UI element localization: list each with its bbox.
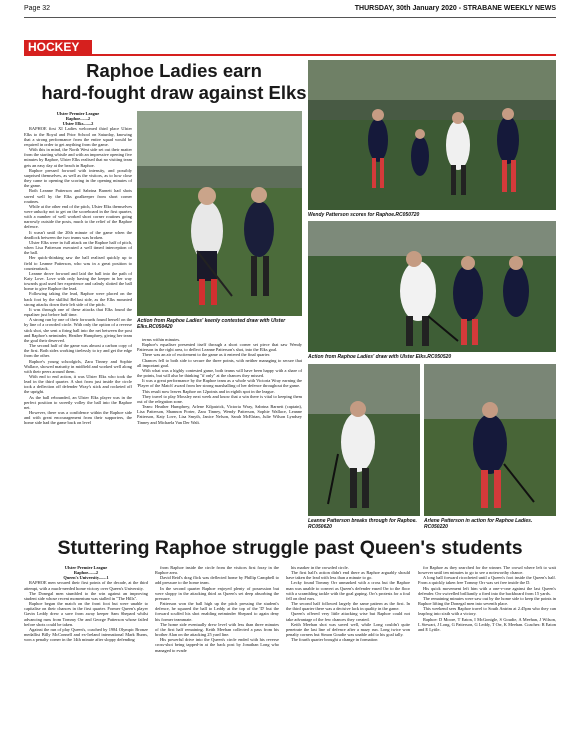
paragraph: Raphoe began the match on the front foot but were unable to capitalise on their chances in the first quarter. Former Queen's player Gavin Leddy drew a save from away keeper Sam Shepard whilst advancing runs from Tommy Orr and George Patterson whose failed before shots could be taken. <box>24 601 148 627</box>
story2-score-home: Raphoe.......2 <box>73 570 99 576</box>
paragraph: It wasn't until the 20th minute of the game when the deadlock between the two teams was broken. <box>24 229 132 240</box>
paragraph: The second half of the game was almost a carbon copy of the first. Both sides working tirelessly to try and get the edge from the other. <box>24 343 132 359</box>
paragraph: for Raphoe as they searched for the winner. The crowd where left to wait however until ten minutes to go to see a noteworthy chance. <box>418 565 556 576</box>
story1-column-2 <box>137 337 302 532</box>
section-rule <box>24 54 556 56</box>
paragraph: Chances fell to both side to secure the three points, with neither managing to secure that all important goal. <box>137 357 302 368</box>
paragraph: It was through one of these attacks that Elks found the equaliser just before half time. <box>24 306 132 318</box>
paragraph: Keith Meehan shot was saved well, while Long couldn't quite penetrate the last line of defence after a mazy run. Long twice won penalty corners but Simon Goudie was unable add to his goal tally. <box>286 621 410 638</box>
story2-column-1-body <box>24 580 148 642</box>
story1-headline <box>24 60 324 104</box>
caption-wendy-patterson: Wendy Patterson scores for Raphoe.RC050720 <box>308 212 420 218</box>
story2-column-4-body <box>418 565 556 632</box>
story2-column-3-body <box>286 565 410 642</box>
story2-column-2 <box>155 565 279 731</box>
paragraph: RAPHOE first XI Ladies welcomed third place Ulster Elks to the Royal and Prior School on Saturday, knowing that a strong performance from the entire squad would be required in order to get anything from the game. <box>24 126 132 147</box>
photo-action-2 <box>308 221 556 352</box>
paragraph: Following taking the lead, Raphoe were placed on the back foot by the skillful Belfast side, as the Elks mounted strong attacks down their left side of the pitch. <box>24 291 132 307</box>
paragraph: RAPHOE men secured their first points of the decade, at the third attempt, with a much-needed home victory over Queen's University. <box>24 580 148 591</box>
photo-wendy-patterson <box>308 60 556 210</box>
paragraph: from Raphoe inside the circle from the visitors first foray in the Raphoe area. <box>155 565 279 576</box>
story1-column-1-body <box>24 126 132 425</box>
story1-headline-line1: Raphoe Ladies earn <box>86 60 262 81</box>
paragraph: This result now leaves Raphoe on 12points and in eighth spot in the league. <box>142 388 275 394</box>
page-number: Page 32 <box>24 5 51 12</box>
paragraph: With what was a highly contested game, both teams will have been happy with a share of the points, but will also be thinking "if only" at the chances they missed. <box>137 367 302 379</box>
paragraph: This weekend sees Raphoe travel to South Antrim at 2.45pm who they can leapfrog into sixth with a victory. <box>418 606 556 617</box>
story2-column-2-body <box>155 565 279 653</box>
paragraph: Lecky found Tommy Orr unmarked with a cross but the Raphoe man was unable to convert as Queen's defender eased Orr to the floor with a scrambling tackle with the goal gaping. Orr's protests for a foul fell on deaf ears. <box>286 580 410 601</box>
story1-headline-line2: hard-fought draw against Elks <box>41 82 307 103</box>
paragraph: terms within minutes. <box>142 337 181 342</box>
paragraph: In the second quarter Raphoe enjoyed plenty of possession but were sloppy in the attacking third as Queen's set deep absorbing the pressure. <box>155 585 279 601</box>
paragraph: Her quick-thinking saw the ball realised quickly up to field to Leanne Patterson, who was in a great position to counterattack. <box>24 255 132 271</box>
paragraph: It was a great performance by the Raphoe team as a whole with Victoria Wray earning the 'Player of the Match' award from her strong marshalling of her defence throughout the game. <box>137 378 302 389</box>
paragraph: The Donegal men stumbled to the win against an improving student side whose recent momentum was stalled in "The Hills". <box>24 590 148 601</box>
paragraph: Leanne drove forward and laid the ball into the path of Katy Love. Love with only having the keeper in her way towards goal used her experience and calmly slotted the ball home to give Raphoe the lead. <box>24 270 132 292</box>
paragraph: With this in mind, the North West side set out their matter from the starting whistle and with an impressive opening five minutes by Raphoe, Ulster Elks realised that no visiting team gets an easy day at the beach in Raphoe. <box>24 147 132 168</box>
paragraph: The first half's action didn't end there as Raphoe arguably should have taken the lead with less than a minute to go. <box>286 570 410 581</box>
paragraph: his marker in the crowded circle. <box>291 565 349 570</box>
paragraph: While at the other end of the pitch, Ulster Elks themselves were unlucky not to get on the scoreboard in the first quarter, with a number of well worked short corner routines going narrowly outside the posts, much to the relief of the Raphoe defence. <box>24 203 132 230</box>
paragraph: As the ball rebounded, an Ulster Elks player was in the perfect position to sweetly volley the ball into the Raphoe net. <box>24 394 132 410</box>
paragraph: Team: Heather Humphrey, Arlene Kilpatrick, Victoria Wray, Sabrina Barnett (captain), Lisa Patterson, Shannon Porter, Zara Tinney, Wendy Patterson, Sophie Wallace, Leanne Patterson, Katy Love, Lisa Smyth, Janice Nelson, Sarah McElrian, Julie Wilson Lyndsey Tinney and Michaela Van Der Walt. <box>137 404 302 425</box>
story1-column-1 <box>24 111 132 532</box>
page-header <box>24 3 556 18</box>
paragraph: However, there was a confidence within the Raphoe side and with great encouragement from their supporters, the home side had the game back on level <box>24 410 132 426</box>
paragraph: The remaining minutes were saw out by the home side to keep the points in Raphoe lifting the Donegal men into seventh place. <box>418 595 556 607</box>
photo-action-1 <box>137 111 302 316</box>
paragraph: A long ball forward ricocheted until a Queen's foot inside the Queen's half. From a quickly taken free Tommy Orr was set free inside the D. <box>418 575 556 586</box>
photo-leanne-patterson <box>308 364 420 516</box>
story2-column-1 <box>24 565 148 731</box>
paragraph: Raphoe pressed forward with intensity, and possibly surprised themselves, as well as the visitors, as to how close they came to opening the scoring in the opening minutes of the game. <box>24 167 132 189</box>
paragraph: The home side eventually drew level with less than three minutes of the first half remaining. Keith Meehan collected a pass from his brother Alan on the attacking 25 yard line. <box>155 621 279 638</box>
story2-headline: Stuttering Raphoe struggle past Queen's students <box>57 537 523 559</box>
caption-action-2: Action from Raphoe Ladies' draw with Ulster Elks.RC050520 <box>308 354 452 360</box>
paragraph: Against the run of play Queen's, coached by 1984 Olympic Bronze medallist Billy McConnell and ex-Ireland international Mark Burns, won a penalty corner in the 14th minute after sloppy defending <box>24 626 148 643</box>
story2-league: Ulster Premier League <box>64 565 108 570</box>
paragraph: His powerful drive into the Queen's circle ended with his reverse cross-shot being tapped-in at the back post by Jonathan Long who managed to evade <box>155 637 279 653</box>
paragraph: Raphoe's young schoolgirls, Zara Tinney and Sophie Wallace, showed maturity in midfield and worked well along with their peers around them. <box>24 358 132 374</box>
paragraph: Raphoe: D Moore, T Eaton, I McGonigle, S Goudie, A Meehan, J Wilson, L Stewart, J Long, G Patterson, G Leddy, T Orr, K Meehan. Coaches: R Eaton and E Lyttle. <box>418 616 556 632</box>
paragraph: Queen's offered very little attacking wise but Raphoe could not take advantage of the few chances they created. <box>286 611 410 622</box>
paragraph: His quick movement left him with a one-v-one against the last Queen's defender. Orr swivelled brilliantly a fired into the backboard from 15 yards. <box>418 585 556 596</box>
paragraph: Both Leanne Patterson and Sabrina Barnett had shots saved well by the Elks goalkeeper from short corner routines. <box>24 188 132 204</box>
paragraph: Raphoe's equaliser presented itself through a short corner set piece that saw Wendy Patterson in the right area, to deflect Leanne Patterson's shot, into the Elks goal. <box>137 342 302 353</box>
story2-column-4 <box>418 565 556 731</box>
paragraph: They travel to play Mossley next week and know that a win there is vital to keeping them out of the relegation zone. <box>137 393 302 404</box>
story2-score-away: Queen's University.......1 <box>63 575 109 581</box>
caption-action-1: Action from Raphoe Ladies' keenly contested draw with Ulster Elks.RC050420 <box>137 318 286 330</box>
paragraph: The fourth quarter brought a change in formation <box>291 637 378 643</box>
dateline: THURSDAY, 30th January 2020 - STRABANE WEEKLY NEWS <box>354 5 556 12</box>
caption-arlene-patterson: Arlene Patterson in action for Raphoe Ladies. RC050220 <box>424 518 533 530</box>
photo-arlene-patterson <box>424 364 556 516</box>
paragraph: David Reid's drag flick was deflected home by Phillip Campbell to add pressure to the home team. <box>155 575 279 586</box>
story2-column-3 <box>286 565 410 731</box>
paragraph: Ulster Elks were in full attack on the Raphoe half of pitch, when Lisa Patterson executed a well timed interception of the ball. <box>24 239 132 256</box>
paragraph: There was an air of excitement to the game as it entered the final quarter. <box>142 352 271 358</box>
paragraph: The second half followed largely the same pattern as the first. In the third quarter there was a decisive lack in quality in the game. <box>286 601 410 612</box>
paragraph: Patterson won the ball high up the pitch pressing the student's defence, he squared the ball to Leddy at the top of the 'D' but the forward scuffed his shot enabling netminder Shepard to again deny his former teammate. <box>155 601 279 622</box>
paragraph: A strong run by one of their forwards found herself on the by line of a crowded circle. With only the option of a reverse stick shot, she sent a firing ball into the net between the post and Raphoe's netminder, Heather Humphrey, giving her team the goal their deserved. <box>24 317 132 343</box>
story1-score-away: Ulster Elks.......2 <box>62 121 94 127</box>
story1-league: Ulster Premier League <box>56 111 100 116</box>
story1-score-home: Raphoe.......2 <box>65 116 91 122</box>
caption-leanne-patterson: Leanne Patterson breaks through for Raphoe. RC050620 <box>308 518 417 530</box>
paragraph: With end to end action, it was Ulster Elks who took the lead in the third quarter. A shot from just inside the circle took a deflection off defender Wray's stick and rocketed off the upright. <box>24 373 132 395</box>
story1-column-2-body <box>137 337 302 425</box>
section-label: HOCKEY <box>24 40 92 54</box>
